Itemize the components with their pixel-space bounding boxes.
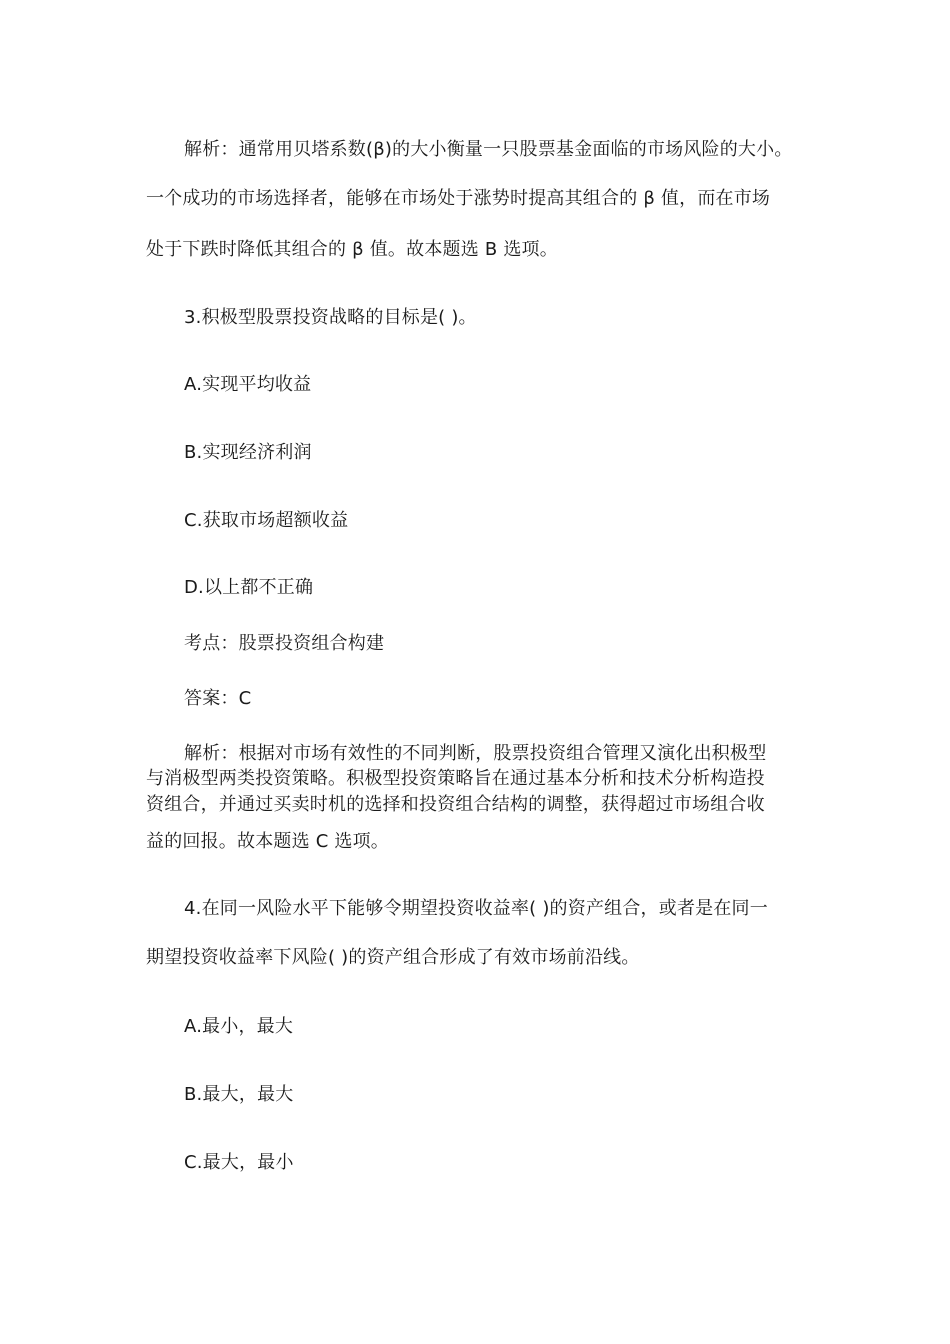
option-c-q3: C.获取市场超额收益 [184,510,349,531]
option-a-q4: A.最小，最大 [184,1016,294,1037]
analysis-q3-line-2: 与消极型两类投资策略。积极型投资策略旨在通过基本分析和技术分析构造投 [146,768,765,789]
analysis-q2-line-3: 处于下跌时降低其组合的 β 值。故本题选 B 选项。 [146,239,558,260]
analysis-q3-line-3: 资组合，并通过买卖时机的选择和投资组合结构的调整，获得超过市场组合收 [146,794,765,815]
option-a-q3: A.实现平均收益 [184,374,312,395]
question-3: 3.积极型股票投资战略的目标是( )。 [184,307,477,328]
analysis-q3-line-4: 益的回报。故本题选 C 选项。 [146,831,390,852]
option-c-q4: C.最大，最小 [184,1152,294,1173]
question-4-line-2: 期望投资收益率下风险( )的资产组合形成了有效市场前沿线。 [146,947,640,968]
option-d-q3: D.以上都不正确 [184,577,314,598]
question-4-line-1: 4.在同一风险水平下能够令期望投资收益率( )的资产组合，或者是在同一 [184,898,768,919]
option-b-q3: B.实现经济利润 [184,442,312,463]
option-b-q4: B.最大，最大 [184,1084,294,1105]
answer-q3: 答案：C [184,688,252,709]
topic-q3: 考点：股票投资组合构建 [184,633,385,654]
analysis-q3-line-1: 解析：根据对市场有效性的不同判断，股票投资组合管理又演化出积极型 [184,743,767,764]
analysis-q2-line-2: 一个成功的市场选择者，能够在市场处于涨势时提高其组合的 β 值，而在市场 [146,188,771,209]
analysis-q2-line-1: 解析：通常用贝塔系数(β)的大小衡量一只股票基金面临的市场风险的大小。 [184,139,793,160]
